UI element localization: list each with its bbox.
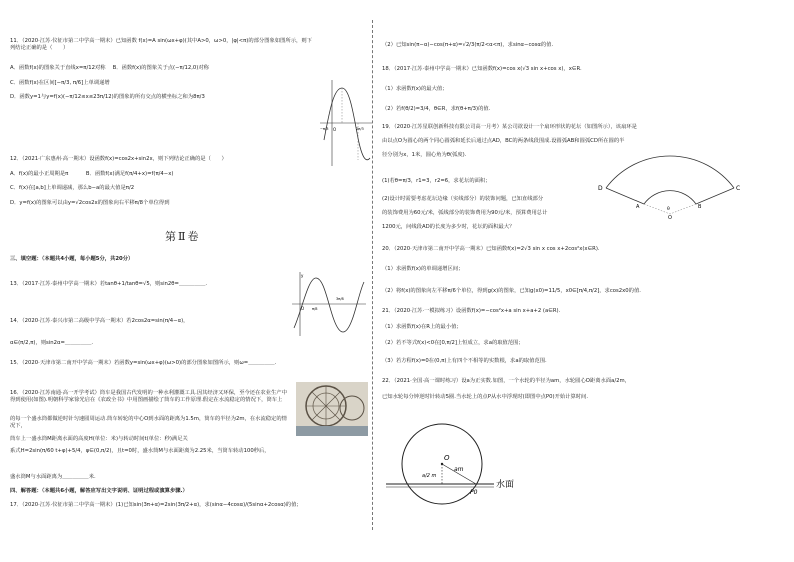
- section-3-heading: 三、填空题：（本题共4小题，每小题5分，共20分）: [10, 256, 134, 262]
- q11-tick-1: −π/3: [320, 127, 329, 131]
- q15-tick-2: 3π/8: [336, 297, 344, 301]
- segment-ad: [606, 188, 644, 204]
- segment-bc: [696, 188, 734, 204]
- q15-tick-1: π/8: [312, 307, 318, 311]
- question-19-2b: 的装饰费用为60元/米，弧线部分的装饰费用为90元/米，预算费用总计: [382, 210, 548, 216]
- q15-origin-label: O: [301, 306, 305, 311]
- q11-option-b: B．函数f(x)的图象关于点(−π/12,0)对称: [112, 65, 209, 72]
- q11-curve: [324, 88, 370, 160]
- question-16b: 的每一个盛水筒都做逆时针匀速圆周运动.筒车转轮的中心O到水面的距离为1.5m，筒车的半径为2m，在水流稳定的情况下，: [10, 416, 287, 429]
- q11-option-c: C．函数f(x)在区间[−π/3, π/6]上单调递增: [10, 79, 110, 86]
- fan-label-a: A: [636, 204, 640, 210]
- fan-label-b: B: [698, 204, 702, 210]
- section-4-heading: 四、解答题：（本题共6小题，解答应写出文字说明、证明过程或演算步骤.）: [10, 488, 188, 494]
- question-18-1: （1）求函数f(x)的最大值；: [382, 86, 448, 92]
- q12-stem: 12．（2021·广东惠州·高一期末）设函数f(x)=cos2x+sin2x，则下列结论正确的是（ ）: [10, 156, 227, 162]
- q12-option-d: D．y=f(x)的图象可以由y=√2cos2x的图象向右平移π/8个单位得到: [10, 199, 170, 206]
- section-title: 第Ⅱ卷: [165, 230, 201, 243]
- question-22b: 已知水轮每分钟逆时针转动5圈.当水轮上的点P从水中浮现时(即图中点P0)开始计算时间.: [382, 394, 589, 400]
- question-18: 18．（2017·江苏·泰州中学高一期末）已知函数f(x)=cos x(√3 sin x+cos x)，x∈R.: [382, 66, 582, 72]
- question-19a: 19．（2020·江苏星联创新科技有限公司高一月考）某公司欲设计一个扇环形状的花坛（如图所示），该扇环是: [382, 124, 637, 130]
- q12-option-a: A．f(x)的最小正周期是π: [10, 170, 69, 177]
- q11-origin-label: O: [333, 127, 337, 132]
- fan-ring-diagram: [596, 150, 744, 220]
- question-21: 21．（2020·江苏·一模拟练习）设函数f(x)=−cos²x+a sin x+a+2 (a∈R).: [382, 308, 561, 314]
- question-20: 20．（2020·天津市第二南开中学高一期末）已知函数f(x)=2√3 sin x cos x+2cos²x(x∈R).: [382, 246, 600, 252]
- question-20-1: （1）求函数f(x)的单调递增区间；: [382, 266, 464, 272]
- question-16c: 筒车上一盛水筒M距离水面的高度H(单位：米)与转动时间t(单位：秒)满足关: [10, 436, 188, 442]
- label-am: am: [454, 466, 464, 473]
- q11-tick-2: 2π/3: [356, 127, 364, 131]
- label-a2m: a/2 m: [422, 473, 437, 479]
- label-water-surface: 水面: [496, 480, 515, 490]
- q15-sine-graph: [290, 270, 368, 338]
- water-wheel-diagram: [386, 420, 526, 522]
- radius-right: [670, 204, 696, 214]
- q11-stem: 11．（2020·江苏·仪征市第二中学高一期末）已知函数 f(x)=A sin(ωx+φ)(其中A>0，ω>0，|φ|<π)的部分图象如图所示，则下列结论正确的是（ ）: [10, 38, 312, 51]
- center-point: [441, 463, 443, 465]
- question-21-1: （1）求函数f(x)在R上的最小值；: [382, 324, 462, 330]
- label-o: O: [444, 454, 450, 462]
- question-19-2c: 1200元，问线段AD的长度为多少时，花坛的面积最大？: [382, 224, 515, 230]
- question-21-2: （2）若不等式f(x)<0在[0,π/2]上恒成立，求a的取值范围；: [382, 340, 524, 346]
- label-p0: P0: [470, 489, 478, 496]
- question-18-2: （2）若f(θ/2)=3/4，θ∈R，求f(θ+π/3)的值.: [382, 106, 491, 112]
- question-19-1: (1)若θ=π/3，r1=3，r2=6，求花坛的面积；: [382, 178, 491, 184]
- q11-sine-graph: [318, 78, 374, 168]
- question-17b: （2）已知sin(π−α)−cos(π+α)=√2/3(π/2<α<π)，求sinα−cosα的值.: [382, 42, 554, 48]
- inner-arc: [644, 191, 696, 204]
- question-15: 15．（2020·天津市第二南开中学高一期末）若函数y=sin(ωx+φ)(ω>0)的部分图象如图所示，则ω=＿＿＿＿＿.: [10, 360, 277, 366]
- question-19-2a: (2)设计时需要考虑花坛边缘（实线部分）的装饰问题，已知直线部分: [382, 196, 544, 202]
- question-16d: 系式H=2sin(π/60 t+φ)+5/4，φ∈(0,π/2)，且t=0时，盛水筒M与水面距离为2.25米，当筒车转动100秒后，: [10, 448, 270, 454]
- q11-option-ab: [10, 65, 315, 72]
- question-11: [10, 38, 315, 101]
- question-22a: 22．（2021·全国·高一课时练习）设a为正实数.如图，一个水轮的半径为am，水轮圆心O距离水面a/2m，: [382, 378, 630, 384]
- question-20-2: （2）将f(x)的图象向左平移π/6个单位，得到g(x)的图象，已知g(x0)=11/5，x0∈[π/4,π/2]，求cos2x0的值.: [382, 288, 641, 294]
- question-16a: 16．（2020·江苏南通·高一开学考试）筒车是我国古代发明的一种水利灌溉工具.因其经济又环保，至今还在农业生产中得到使用(如图).明朝科学家徐光启在《农政全书》中用图画描绘了筒车的工作原理.假定在水流稳定的情况下，筒车上: [10, 390, 287, 403]
- q15-y-label: y: [301, 273, 304, 278]
- question-19c: 径分别为x，1米，圆心角为θ(弧度).: [382, 152, 467, 158]
- q12-option-c: C．f(x)在[a,b]上单调递减，那么b−a的最大值是π/2: [10, 185, 135, 192]
- fan-label-o: O: [668, 215, 672, 220]
- q12-option-ab: [10, 171, 362, 178]
- question-16e: 盛水筒M与水面距离为＿＿＿＿＿米.: [10, 474, 96, 480]
- fan-label-d: D: [598, 185, 603, 192]
- question-13: 13．（2017·江苏·泰州中学高一期末）若tanθ+1/tanθ=√5，则sin2θ=＿＿＿＿＿.: [10, 281, 208, 287]
- question-14b: α∈(π/2,π)，则sin2α=＿＿＿＿＿.: [10, 340, 94, 346]
- fan-label-theta: θ: [667, 207, 670, 212]
- question-17: 17．（2020·江苏·仪征市第二中学高一期末）(1)已知sin(3π+α)=2sin(3π/2+α)，求(sinα−4cosα)/(5sinα+2cosα)的值；: [10, 502, 302, 508]
- question-19b: 由以点O为圆心的两个同心圆弧和延长后通过点AD，BC的两条线段围成.设圆弧AB和圆弧CD所在圆的半: [382, 138, 625, 144]
- question-12: [10, 156, 362, 206]
- water: [296, 426, 368, 436]
- question-14a: 14．（2020·江苏·泰兴市第二高级中学高一期末）若2cos2α=sin(π/4−α)，: [10, 318, 189, 324]
- water-wheel-photo: [296, 382, 368, 436]
- q11-option-d: D．函数y=1与y=f(x)(−π/12≤x≤23π/12)的图象的所有交点的横坐标之和为8π/3: [10, 94, 205, 101]
- outer-arc: [606, 156, 734, 188]
- fan-label-c: C: [736, 185, 741, 192]
- question-21-3: （3）若方程f(x)=0在(0,π)上有四个不相等的实数根，求a的取值范围.: [382, 358, 547, 364]
- q12-option-b: B．函数f(x)满足f(π/4+x)=f(π/4−x): [85, 170, 174, 177]
- q15-curve: [294, 278, 364, 332]
- q11-option-a: A．函数f(x)的图象关于直线x=π/12对称: [10, 65, 106, 72]
